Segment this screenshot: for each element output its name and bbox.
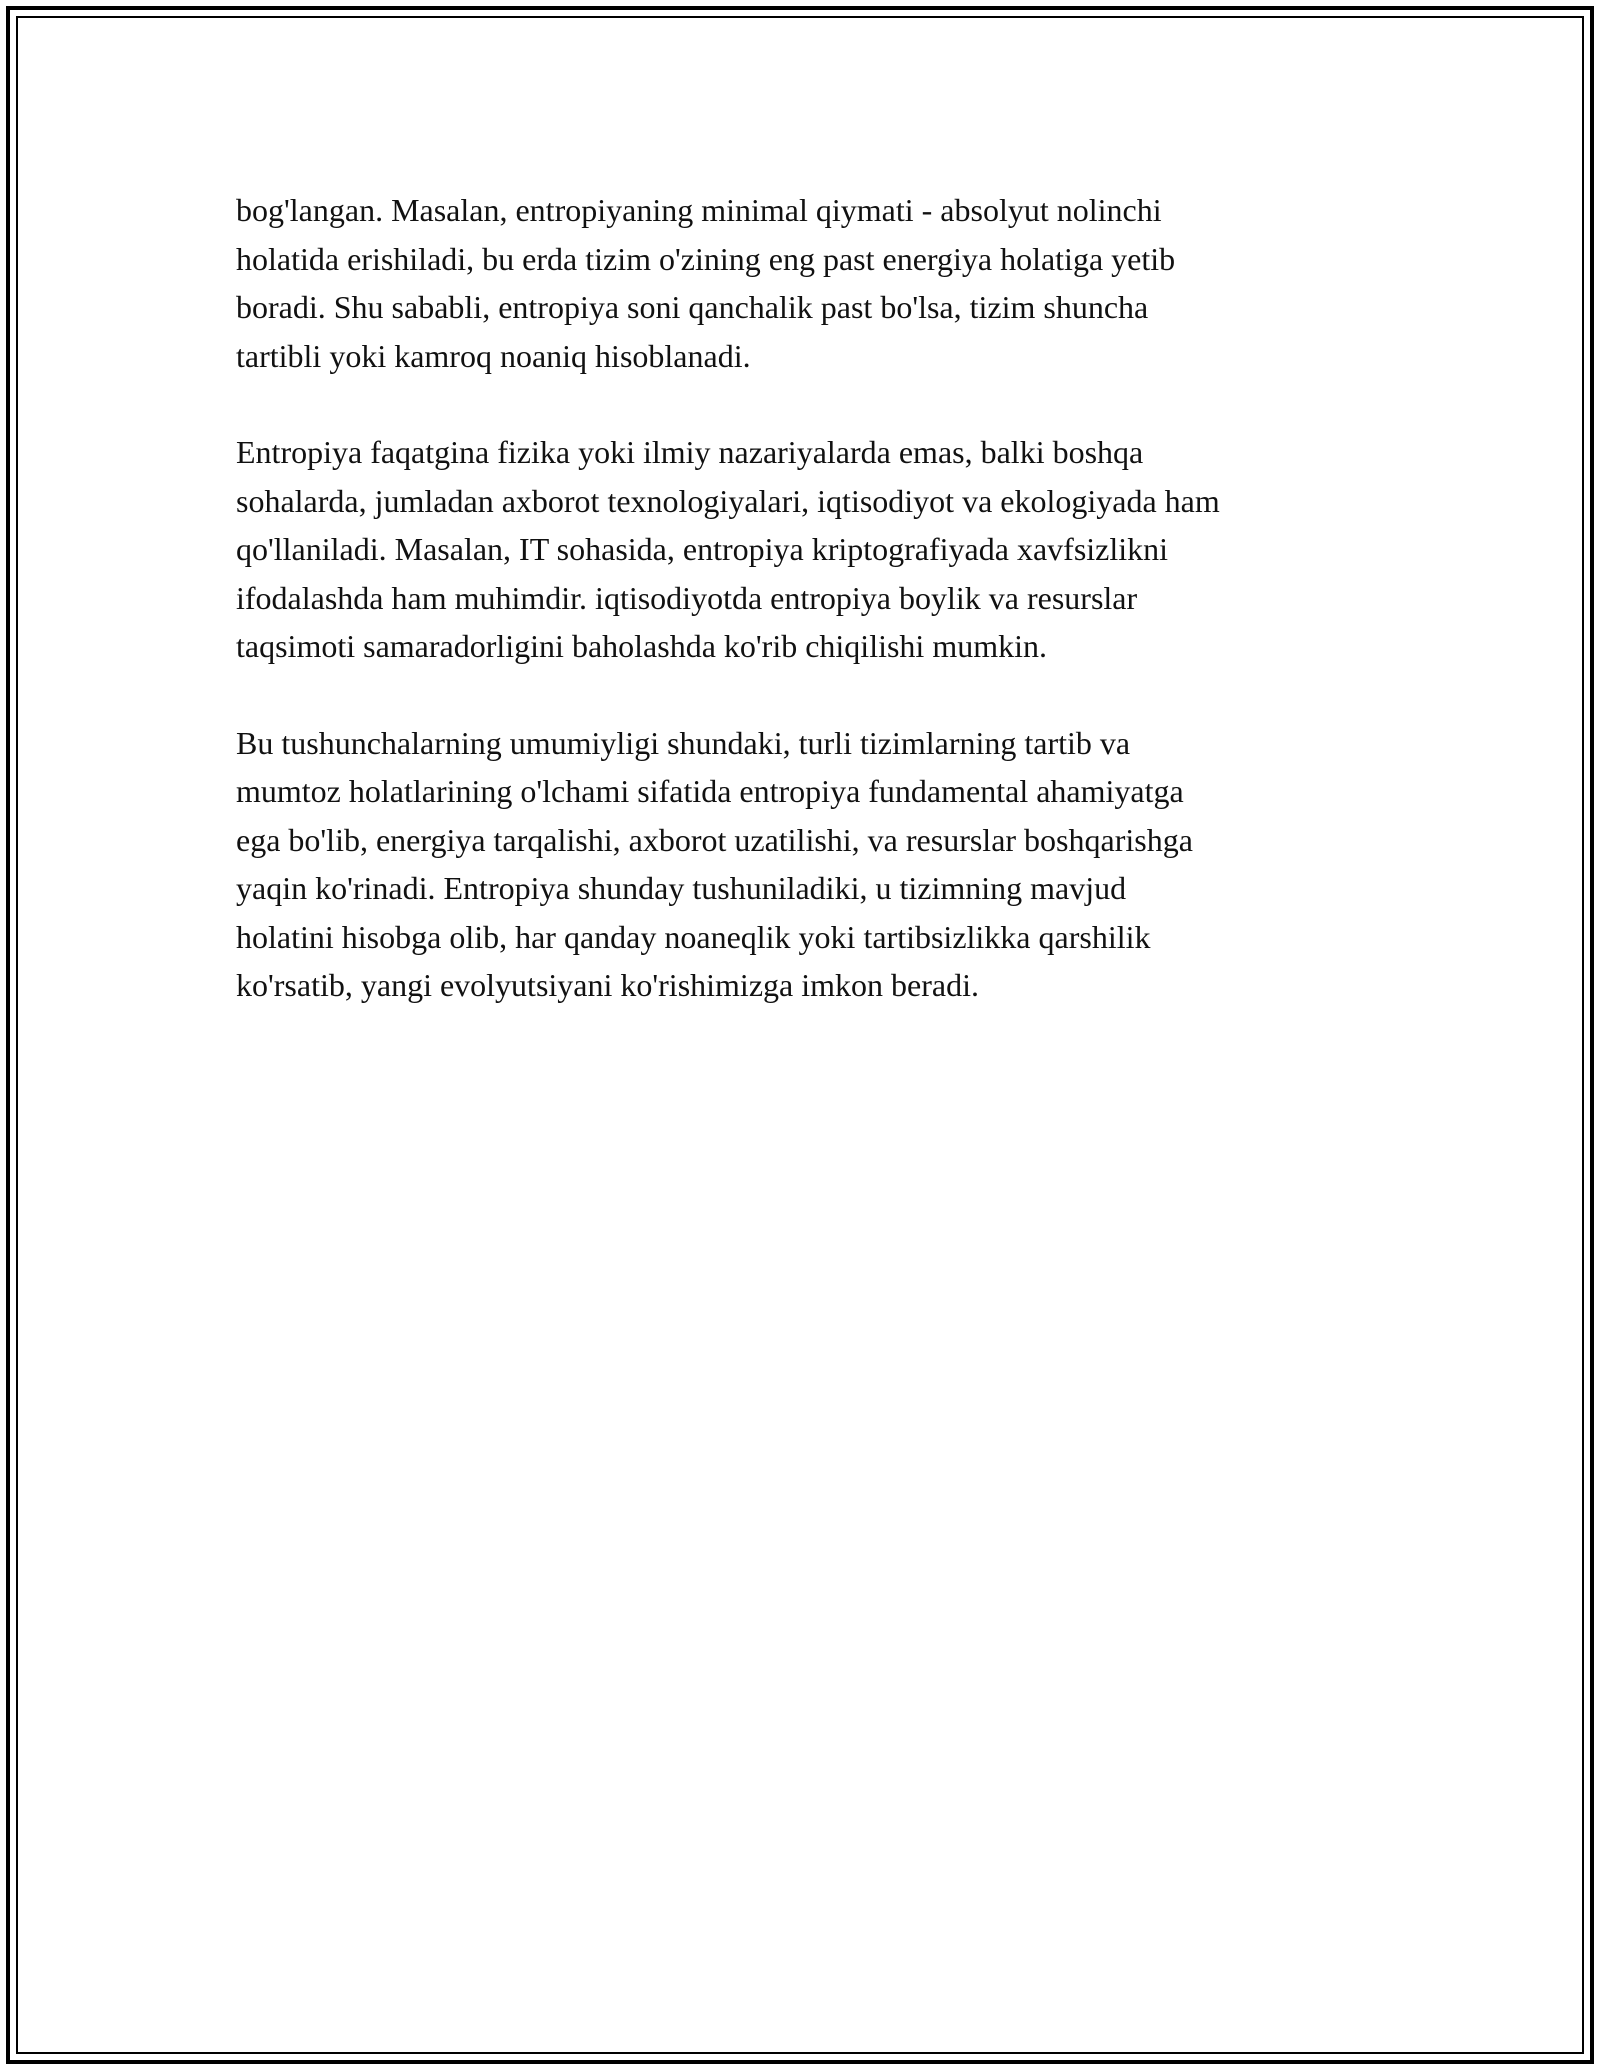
text-line: boradi. Shu sababli, entropiya soni qanchalik past bo'lsa, tizim shuncha: [236, 289, 1149, 325]
text-line: qo'llaniladi. Masalan, IT sohasida, entropiya kriptografiyada xavfsizlikni: [236, 531, 1169, 567]
text-line: ega bo'lib, energiya tarqalishi, axborot uzatilishi, va resurslar boshqarishga: [236, 821, 1193, 858]
text-line: yaqin ko'rinadi. Entropiya shunday tushuniladiki, u tizimning mavjud: [236, 870, 1127, 906]
document-body: [236, 186, 1376, 1058]
text-line: holatida erishiladi, bu erda tizim o'zining eng past energiya holatiga yetib: [236, 240, 1176, 277]
text-line: Entropiya faqatgina fizika yoki ilmiy nazariyalarda emas, balki boshqa: [236, 434, 1144, 470]
text-line: tartibli yoki kamroq noaniq hisoblanadi.: [236, 337, 751, 374]
text-line: Bu tushunchalarning umumiyligi shundaki, turli tizimlarning tartib va: [236, 724, 1131, 761]
text-line: mumtoz holatlarining o'lchami sifatida entropiya fundamental ahamiyatga: [236, 773, 1184, 809]
text-line: ifodalashda ham muhimdir. iqtisodiyotda entropiya boylik va resurslar: [236, 579, 1138, 616]
paragraph-1: [236, 186, 1376, 380]
paragraph-3: [236, 719, 1376, 1010]
text-line: holatini hisobga olib, har qanday noaneqlik yoki tartibsizlikka qarshilik: [236, 918, 1151, 955]
text-line: bog'langan. Masalan, entropiyaning minimal qiymati - absolyut nolinchi: [236, 192, 1162, 228]
text-line: taqsimoti samaradorligini baholashda ko'rib chiqilishi mumkin.: [236, 628, 1047, 664]
paragraph-2: [236, 428, 1376, 671]
text-line: sohalarda, jumladan axborot texnologiyalari, iqtisodiyot va ekologiyada ham: [236, 482, 1220, 519]
text-line: ko'rsatib, yangi evolyutsiyani ko'rishimizga imkon beradi.: [236, 967, 979, 1003]
